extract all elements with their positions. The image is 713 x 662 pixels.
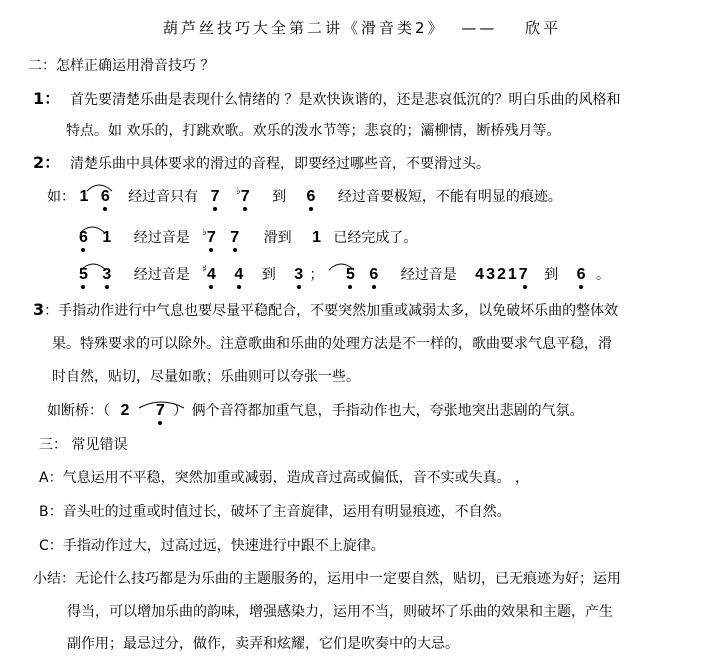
summary-line-2: 得当，可以增加乐曲的韵味，增强感染力，运用不当，则破坏了乐曲的效果和主题，产生 xyxy=(67,604,613,620)
example-4-prefix: 如断桥：（ xyxy=(47,403,110,419)
example-4-suffix: ） 俩个音符都加重气息，手指动作也大，夸张地突出悲剧的气氛。 xyxy=(173,403,584,419)
note-5-low: 5 xyxy=(346,266,355,284)
note-sequence-43217: 43217 xyxy=(475,266,530,284)
example-2-slide: 滑到 xyxy=(263,230,292,246)
section-2-heading: 二：怎样正确运用滑音技巧 ？ xyxy=(28,58,215,74)
note-7-low: 7 xyxy=(211,188,220,206)
flat-sign: ♭ xyxy=(202,227,207,238)
example-1-text-1: 经过音只有 xyxy=(128,189,199,205)
note-sharp-4-low: 4 xyxy=(207,266,216,284)
example-3-text-1: 经过音是 xyxy=(133,267,190,283)
note-5-low: 5 xyxy=(79,266,88,284)
note-6-low: 6 xyxy=(369,266,378,284)
point-1-number: 1： xyxy=(33,89,61,108)
example-3-to-1: 到 xyxy=(261,267,276,283)
point-3-number: 3 xyxy=(33,300,45,319)
example-1-text-2: 经过音要极短，不能有明显的痕迹。 xyxy=(337,189,562,205)
point-1-line-1: 首先要清楚乐曲是表现什么情绪的 ？是欢快诙谐的，还是悲哀低沉的？明白乐曲的风格和 xyxy=(70,92,621,108)
note-1: 1 xyxy=(79,188,89,205)
section-3-heading: 三： 常见错误 xyxy=(39,437,128,453)
example-3-semicolon: ； xyxy=(309,267,324,283)
point-1-line-2: 特点。如 欢乐的，打跳欢歌。欢乐的泼水节等；悲哀的；灞柳情，断桥残月等。 xyxy=(66,123,561,139)
summary-line-1: 小结：无论什么技巧都是为乐曲的主题服务的，运用中一定要自然，贴切，已无痕迹为好；运用 xyxy=(33,571,621,587)
example-2-text-2: 已经完成了。 xyxy=(333,230,418,246)
note-1: 1 xyxy=(102,229,112,246)
point-3-line-1: ：手指动作进行中气息也要尽量平稳配合，不要突然加重或减弱太多，以免破坏乐曲的整体效 xyxy=(44,303,619,319)
example-1-to: 到 xyxy=(272,189,287,205)
example-3-period: 。 xyxy=(595,267,610,283)
note-flat-7-low: 7 xyxy=(241,188,250,206)
note-6-target: 6 xyxy=(307,188,316,206)
point-3 xyxy=(33,301,618,320)
note-flat-7-low: 7 xyxy=(207,229,216,247)
summary-line-3: 副作用；最忌过分，做作，卖弄和炫耀，它们是吹奏中的大忌。 xyxy=(67,636,459,652)
error-a: A：气息运用不平稳，突然加重或减弱，造成音过高或偏低，音不实或失真。 ， xyxy=(39,470,530,486)
note-3-target: 3 xyxy=(294,266,303,284)
note-1-target: 1 xyxy=(312,229,321,246)
example-1 xyxy=(47,188,562,208)
example-1-prefix: 如： xyxy=(47,189,75,205)
title-author: 欣平 xyxy=(525,19,562,37)
flat-sign: ♭ xyxy=(235,186,241,197)
note-3-low: 3 xyxy=(102,266,111,284)
sharp-sign: ♯ xyxy=(202,264,208,275)
point-2-line-1: 清楚乐曲中具体要求的滑过的音程，即要经过哪些音，不要滑过头。 xyxy=(70,156,490,172)
example-3-text-2: 经过音是 xyxy=(400,267,457,283)
example-3 xyxy=(79,266,610,286)
point-2-number: 2： xyxy=(33,153,61,172)
note-2: 2 xyxy=(120,402,130,419)
note-6-low: 6 xyxy=(101,188,110,206)
document-title xyxy=(163,19,561,37)
example-2 xyxy=(79,229,417,249)
point-3-line-2: 果。特殊要求的可以除外。注意歌曲和乐曲的处理方法是不一样的，歌曲要求气息平稳，滑 xyxy=(52,336,612,352)
title-text: 葫芦丝技巧大全第二讲《滑音类2》 xyxy=(163,19,446,37)
example-3-to-2: 到 xyxy=(544,267,559,283)
note-6-target: 6 xyxy=(577,266,586,284)
note-4-low: 4 xyxy=(234,266,243,284)
example-2-text-1: 经过音是 xyxy=(133,230,190,246)
example-4 xyxy=(47,402,584,420)
note-6-low: 6 xyxy=(79,229,88,247)
error-c: C：手指动作过大，过高过远，快速进行中跟不上旋律。 xyxy=(39,538,385,554)
point-3-line-3: 时自然，贴切，尽量如歌；乐曲则可以夸张一些。 xyxy=(52,369,360,385)
note-7-low: 7 xyxy=(156,402,165,420)
note-7-low: 7 xyxy=(230,229,239,247)
error-b: B：音头吐的过重或时值过长，破坏了主音旋律，运用有明显痕迹，不自然。 xyxy=(39,504,511,520)
title-dash: —— xyxy=(461,19,498,37)
